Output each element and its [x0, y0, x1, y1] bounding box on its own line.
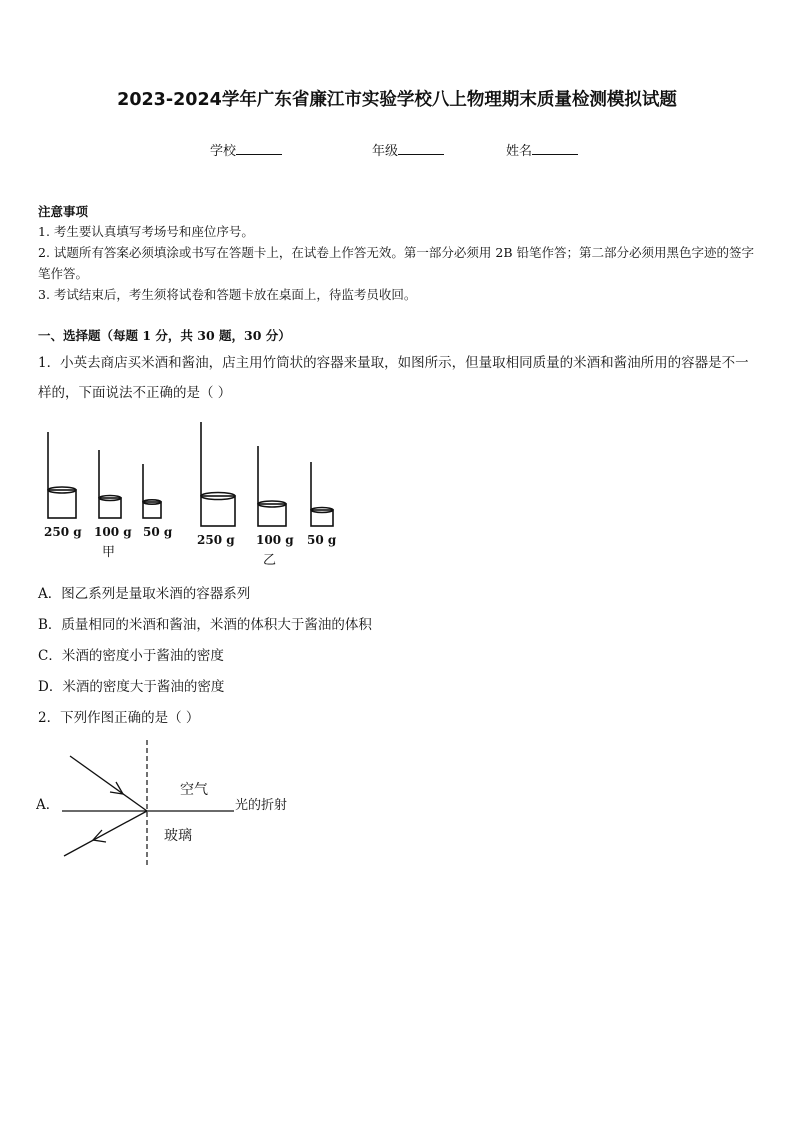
name-blank: [532, 142, 578, 155]
question-1-option-c: C．米酒的密度小于酱油的密度: [38, 648, 224, 664]
name-field: [506, 140, 578, 159]
question-2-option-a-figure: [36, 738, 306, 872]
group-label-jia: 甲: [102, 545, 116, 560]
school-field: [210, 140, 282, 159]
page-title: 2023-2024学年广东省廉江市实验学校八上物理期末质量检测模拟试题: [117, 90, 677, 110]
container-250g-yi: [201, 496, 235, 526]
notice-item: 3. 考试结束后，考生须将试卷和答题卡放在桌面上，待监考员收回。: [38, 287, 417, 302]
container-250g-jia: [48, 490, 76, 518]
label-glass: 玻璃: [164, 828, 192, 844]
refracted-arrow: [93, 830, 106, 842]
notice-heading: 注意事项: [38, 204, 89, 219]
section-title: 一、选择题（每题 1 分，共 30 题，30 分）: [38, 328, 291, 343]
grade-field: [372, 140, 444, 159]
school-blank: [236, 142, 282, 155]
question-1-option-b: B．质量相同的米酒和酱油，米酒的体积大于酱油的体积: [38, 617, 372, 633]
question-1-stem: 1．小英去商店买米酒和酱油，店主用竹筒状的容器来量取，如图所示，但量取相同质量的米酒和酱油所用的容器是不一样的，下面说法不正确的是（ ）: [38, 355, 749, 401]
label-jia-250: 250 g: [44, 525, 82, 539]
grade-label: 年级: [372, 144, 399, 159]
label-yi-100: 100 g: [256, 533, 294, 547]
refracted-ray: [64, 811, 147, 856]
notice-item: 1. 考生要认真填写考场号和座位序号。: [38, 224, 254, 239]
notice-item: 2. 试题所有答案必须填涂或书写在答题卡上，在试卷上作答无效。第一部分必须用 2B 铅笔作答；第二部分必须用黑色字迹的签字笔作答。: [38, 245, 754, 281]
label-yi-50: 50 g: [307, 533, 337, 547]
name-label: 姓名: [506, 144, 533, 159]
question-1-figure: [36, 418, 346, 568]
label-yi-250: 250 g: [197, 533, 235, 547]
group-label-yi: 乙: [263, 553, 277, 568]
question-2-stem: 2．下列作图正确的是（ ）: [38, 710, 200, 726]
grade-blank: [398, 142, 444, 155]
label-jia-100: 100 g: [94, 525, 132, 539]
label-jia-50: 50 g: [143, 525, 173, 539]
school-label: 学校: [210, 144, 237, 159]
label-air: 空气: [180, 782, 208, 798]
question-1-option-a: A．图乙系列是量取米酒的容器系列: [38, 586, 251, 602]
option-a-caption: 光的折射: [235, 798, 288, 813]
question-1-option-d: D．米酒的密度大于酱油的密度: [38, 679, 225, 695]
incident-ray: [70, 756, 147, 811]
option-a-letter: A．: [36, 797, 60, 813]
